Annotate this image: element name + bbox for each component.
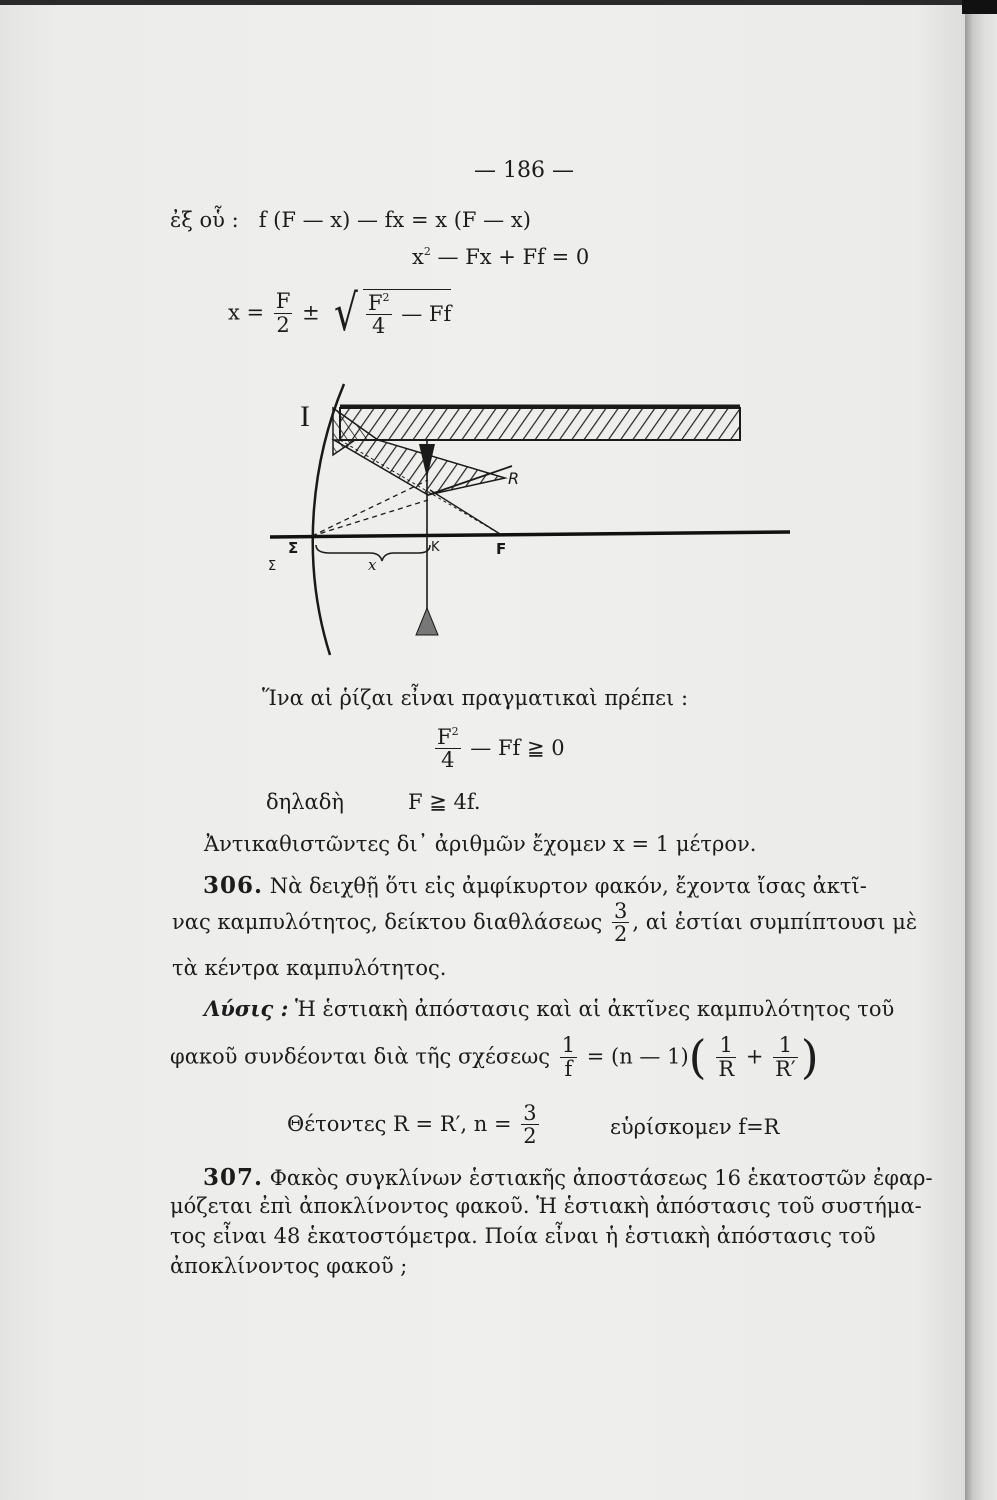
dashed-ray-1 (312, 480, 428, 536)
quadratic-rest: — Fx + Ff = 0 (430, 245, 590, 269)
r2-denominator: R′ (775, 1056, 796, 1081)
fraction-denominator: 2 (276, 312, 290, 337)
solution-line-3 (287, 1102, 542, 1147)
label-x: x (368, 556, 377, 574)
p306-frac-den: 2 (614, 922, 628, 947)
derivation-prefix: ἐξ οὗ : (170, 208, 239, 232)
lens-eq-denominator: f (564, 1056, 573, 1081)
root-denominator: 4 (372, 314, 386, 338)
problem-307-line-4: ἀποκλίνοντος φακοῦ ; (170, 1254, 408, 1278)
inequality (432, 726, 565, 771)
object-arrowhead-icon (416, 608, 438, 635)
fraction-3-over-2 (612, 900, 629, 945)
problem-306-number: 306. (203, 872, 264, 899)
fraction-numerator: F (275, 289, 291, 314)
fraction-n-3-over-2 (521, 1102, 538, 1147)
ray-to-focus (430, 490, 500, 534)
problem-306-text-2b: , αἱ ἑστίαι συμπίπτουσι μὲ (632, 910, 918, 935)
root-tail: — Ff (401, 302, 452, 326)
solution-text-2: φακοῦ συνδέονται διὰ τῆς σχέσεως (170, 1044, 551, 1069)
solution-lhs: x = (228, 300, 265, 325)
root-numerator-base: F (367, 290, 383, 315)
label-sigma-top: Σ (288, 539, 299, 557)
problem-306-text-2a: νας καμπυλότητος, δείκτου διαθλάσεως (172, 910, 603, 935)
optical-axis (270, 532, 790, 537)
fraction-1-over-f (560, 1034, 577, 1079)
hatched-beam (340, 408, 740, 440)
label-sigma-bottom: Σ (268, 559, 277, 574)
fraction-f2-over-4-ineq (435, 726, 461, 771)
solution-text-3b: εὑρίσκομεν f=R (610, 1115, 780, 1139)
paren-open: ( (688, 1030, 707, 1084)
solution-text-1: Ἡ ἑστιακὴ ἀπόστασις καὶ αἱ ἀκτῖνες καμπυλότητος τοῦ (288, 997, 895, 1021)
p306-frac-num: 3 (614, 899, 628, 923)
problem-306-text-1: Νὰ δειχθῇ ὅτι εἰς ἀμφίκυρτον φακόν, ἔχοντα ἴσας ἀκτῖ- (263, 874, 867, 898)
n-numerator: 3 (523, 1101, 537, 1125)
label-R: R (508, 469, 520, 488)
problem-307-number: 307. (203, 1164, 264, 1191)
label-F: F (496, 540, 507, 558)
quadratic-exponent: 2 (423, 245, 431, 258)
ineq-denominator: 4 (441, 748, 455, 773)
condition-text: Ἵνα αἱ ῥίζαι εἶναι πραγματικαὶ πρέπει : (262, 686, 689, 710)
lens-eq-numerator: 1 (561, 1033, 576, 1058)
solution-line-2 (170, 1030, 819, 1084)
label-I: I (300, 400, 310, 433)
quadratic-x: x (412, 245, 424, 269)
dilad-label: δηλαδὴ (266, 790, 344, 814)
plus-sign: + (745, 1044, 764, 1069)
dashed-ray-2 (312, 500, 428, 536)
r2-numerator: 1 (773, 1034, 798, 1057)
problem-307-line-3: τος εἶναι 48 ἑκατοστόμετρα. Ποία εἶναι ἡ ἑστιακὴ ἀπόστασις τοῦ (170, 1224, 876, 1248)
ineq-rest: — Ff ≧ 0 (470, 736, 565, 761)
problem-306-line-3: τὰ κέντρα καμπυλότητος. (172, 956, 447, 980)
r1-denominator: R (718, 1056, 735, 1081)
problem-307-line-1 (203, 1166, 933, 1189)
problem-307-text-1: Φακὸς συγκλίνων ἑστιακῆς ἀποστάσεως 16 ἑκατοστῶν ἐφαρ- (263, 1166, 933, 1190)
ineq-numerator (435, 726, 461, 749)
solution-text-3a: Θέτοντες R = R′, n = (287, 1112, 512, 1137)
label-K: K (431, 540, 440, 555)
solution-line-1 (204, 998, 894, 1020)
ineq-numerator-exponent: 2 (451, 725, 459, 738)
solution-label: Λύσις : (204, 996, 289, 1021)
n-denominator: 2 (523, 1124, 537, 1149)
lens-eq-middle: = (n — 1) (586, 1044, 689, 1069)
r1-numerator: 1 (716, 1034, 736, 1057)
plus-minus-sign: ± (302, 300, 320, 325)
square-root-icon: √ (334, 284, 359, 342)
paren-close: ) (800, 1030, 819, 1084)
fraction-1-over-R (716, 1034, 736, 1079)
root-numerator-exponent: 2 (382, 290, 390, 304)
fraction-1-over-R-prime (773, 1034, 798, 1079)
derivation-equation-1: f (F — x) — fx = x (F — x) (258, 208, 531, 232)
problem-307-line-2: μόζεται ἐπὶ ἀποκλίνοντος φακοῦ. Ἡ ἑστιακὴ ἀπόστασις τοῦ συστήμα- (170, 1194, 922, 1218)
page-number: — 186 — (474, 158, 574, 183)
dilad-value: F ≧ 4f. (408, 790, 481, 814)
problem-306-line-1 (203, 874, 867, 897)
ineq-numerator-base: F (437, 725, 452, 749)
problem-306-line-2 (172, 900, 917, 945)
substitution-line: Ἀντικαθιστῶντες δι᾽ ἀριθμῶν ἔχομεν x = 1 μέτρον. (204, 832, 757, 856)
